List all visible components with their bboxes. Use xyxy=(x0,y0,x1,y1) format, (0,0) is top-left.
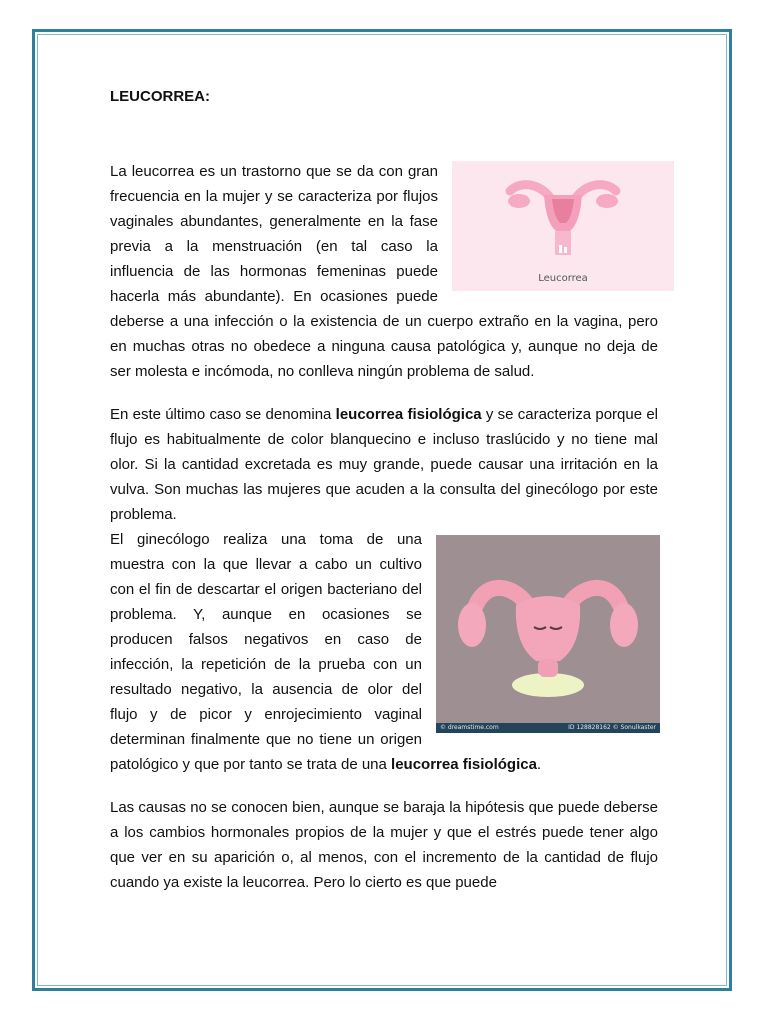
uterus-illustration xyxy=(452,161,674,291)
paragraph-text: El ginecólogo realiza una toma de una muestra con la que llevar a cabo un cultivo con el fin de descartar el origen bacteriano del problema. Y, aunque en ocasiones se producen falsos negativos en caso de infección, la repetición de la prueba con un resultado negativo, la ausencia de olor del flujo y de picor y enrojecimiento vaginal determinan finalmente que no tiene un origen patológico y que por tanto se trata de una xyxy=(110,531,422,773)
uterus-photo xyxy=(436,535,660,733)
paragraph-text: y se caracteriza porque el flujo es habitualmente de color blanquecino e incluso traslúcido y no tiene mal olor. Si la cantidad excretada es muy grande, puede causar una irritación en la vulva. Son muchas las mujeres que acuden a la consulta del ginecólogo por este problema. xyxy=(110,406,659,523)
crying-uterus-icon xyxy=(436,535,660,723)
term-leucorrea-fisiologica: leucorrea fisiológica xyxy=(391,756,537,773)
watermark-right: ID 128828162 © Sonulkaster xyxy=(568,724,656,731)
paragraph-physiological xyxy=(110,402,658,527)
paragraph-text: En este último caso se denomina xyxy=(110,406,336,423)
stock-watermark-bar xyxy=(436,723,660,733)
watermark-left: © dreamstime.com xyxy=(440,724,499,731)
document-body xyxy=(110,84,658,895)
term-leucorrea-fisiologica: leucorrea fisiológica xyxy=(335,406,482,423)
paragraph-text: . xyxy=(536,756,542,773)
page-title: LEUCORREA: xyxy=(110,88,210,105)
paragraph-causes: Las causas no se conocen bien, aunque se baraja la hipótesis que puede deberse a los cambios hormonales propios de la mujer y que el estrés puede tener algo que ver en su aparición o, al menos, con el incremento de la cantidad de flujo cuando ya existe la leucorrea. Pero lo cierto es que puede xyxy=(110,799,658,891)
figure-caption: Leucorrea xyxy=(538,273,588,284)
paragraph-intro: La leucorrea es un trastorno que se da con gran frecuencia en la mujer y se caracteriza por flujos vaginales abundantes, generalmente en la fase previa a la menstruación (en tal caso la influencia de las hormonas femeninas puede hacerla más abundante). En ocasiones puede deberse a una infección o la existencia de un cuerpo extraño en la vagina, pero en muchas otras no obedece a ninguna causa patológica y, aunque no deja de ser molesta e incómoda, no conlleva ningún problema de salud. xyxy=(110,163,658,380)
